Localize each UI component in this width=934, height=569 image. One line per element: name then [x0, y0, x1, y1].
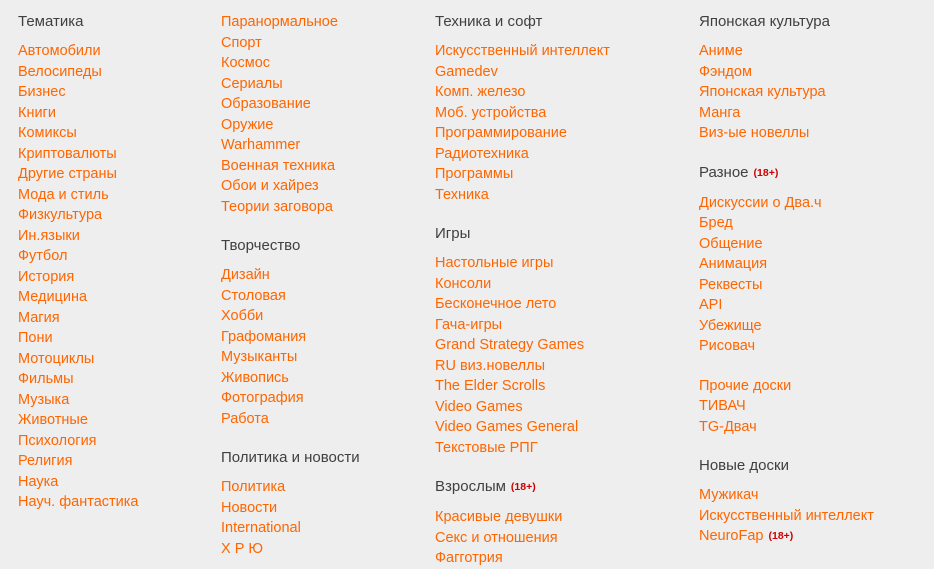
board-link-item — [18, 62, 221, 83]
board-link[interactable]: Животные — [18, 412, 88, 428]
board-link[interactable]: Секс и отношения — [435, 529, 558, 546]
board-category — [18, 12, 221, 513]
board-link-item — [18, 431, 221, 452]
board-link-item — [435, 274, 699, 295]
board-category — [221, 12, 435, 217]
board-link-item — [699, 316, 934, 337]
board-link[interactable]: Фильмы — [18, 371, 74, 387]
board-link[interactable]: Настольные игры — [435, 255, 554, 271]
board-link-item — [699, 295, 934, 316]
board-link[interactable]: Мужикач — [699, 487, 759, 503]
category-title-text: Творчество — [221, 237, 301, 254]
board-link[interactable]: Программы — [435, 166, 514, 182]
board-link-list — [699, 193, 934, 357]
board-link-item — [699, 417, 934, 438]
board-link[interactable]: API — [699, 297, 723, 313]
board-link-item — [221, 12, 435, 33]
board-link-item — [221, 368, 435, 389]
board-link-item — [699, 123, 934, 144]
board-link-item — [221, 539, 435, 560]
board-link-item — [699, 82, 934, 103]
board-link[interactable]: Искусственный интеллект — [435, 43, 610, 59]
board-link-item — [18, 123, 221, 144]
board-link-item — [435, 253, 699, 274]
board-link[interactable]: Автомобили — [18, 43, 101, 59]
board-link[interactable]: Науч. фантастика — [18, 494, 139, 510]
board-link-item — [699, 213, 934, 234]
board-link[interactable]: Криптовалюты — [18, 145, 117, 162]
board-link-item — [699, 485, 934, 506]
board-link-item — [221, 197, 435, 218]
board-category — [435, 477, 699, 569]
board-link[interactable]: Прочие доски — [699, 377, 792, 394]
board-link[interactable]: Video Games — [435, 398, 523, 415]
board-link-item — [435, 548, 699, 569]
board-link-item — [435, 507, 699, 528]
board-link[interactable]: Warhammer — [221, 137, 301, 153]
board-link[interactable]: Другие страны — [18, 166, 117, 182]
board-link-item — [221, 306, 435, 327]
board-link-item — [435, 417, 699, 438]
board-link[interactable]: International — [221, 520, 301, 536]
board-link-item — [18, 349, 221, 370]
board-link-list — [221, 265, 435, 429]
board-link-item — [435, 82, 699, 103]
category-title-text: Взрослым — [435, 478, 506, 495]
board-link-item — [699, 41, 934, 62]
board-link[interactable]: Х Р Ю — [221, 540, 264, 557]
board-link-item — [699, 526, 934, 548]
board-link[interactable]: Работа — [221, 410, 269, 427]
board-category — [699, 163, 934, 357]
category-title-text: Игры — [435, 225, 471, 242]
board-link[interactable]: Теории заговора — [221, 198, 333, 215]
board-link[interactable]: ТИВАЧ — [699, 398, 746, 414]
board-link[interactable]: Рисовач — [699, 338, 756, 354]
board-link-item — [435, 376, 699, 397]
board-link-item — [435, 294, 699, 315]
board-category — [221, 236, 435, 429]
board-link[interactable]: Grand Strategy Games — [435, 337, 585, 353]
board-link[interactable]: RU виз.новеллы — [435, 357, 545, 374]
board-link[interactable]: Аниме — [699, 43, 743, 59]
board-link[interactable]: Магия — [18, 309, 60, 326]
board-link[interactable]: Дискуссии о Два.ч — [699, 194, 822, 211]
board-link[interactable]: Комп. железо — [435, 84, 526, 100]
board-link[interactable]: Фагготрия — [435, 550, 503, 566]
board-link-item — [221, 74, 435, 95]
board-link-item — [435, 315, 699, 336]
board-link-item — [221, 176, 435, 197]
board-link-list — [699, 376, 934, 438]
board-link[interactable]: Книги — [18, 104, 56, 121]
board-link[interactable]: Политика — [221, 479, 286, 495]
board-link[interactable]: Японская культура — [699, 84, 826, 100]
board-link[interactable]: Дизайн — [221, 267, 270, 283]
board-link-item — [435, 164, 699, 185]
board-link-item — [18, 287, 221, 308]
board-link-item — [221, 265, 435, 286]
board-link[interactable]: Велосипеды — [18, 63, 102, 80]
board-link[interactable]: Живопись — [221, 369, 289, 386]
board-link-item — [221, 327, 435, 348]
board-link[interactable]: Футбол — [18, 248, 68, 264]
board-link[interactable]: Консоли — [435, 275, 492, 292]
category-title-text: Новые доски — [699, 457, 789, 474]
board-link-item — [435, 438, 699, 459]
board-link[interactable]: Хобби — [221, 308, 264, 324]
board-category — [699, 376, 934, 438]
category-title — [435, 12, 699, 32]
board-link-item — [18, 328, 221, 349]
adult-badge: (18+) — [510, 481, 536, 493]
board-link-item — [435, 62, 699, 83]
board-link-item — [18, 267, 221, 288]
board-link-item — [699, 275, 934, 296]
adult-badge: (18+) — [753, 166, 779, 179]
board-link-item — [18, 246, 221, 267]
board-link[interactable]: Общение — [699, 235, 763, 252]
board-link[interactable]: Новости — [221, 499, 278, 516]
board-link[interactable]: Моб. устройства — [435, 104, 547, 121]
board-link-item — [221, 33, 435, 54]
board-column — [699, 12, 934, 548]
board-link[interactable]: Пони — [18, 330, 53, 346]
board-link[interactable]: Бред — [699, 215, 733, 231]
board-link[interactable]: Музыканты — [221, 349, 298, 365]
category-title — [699, 163, 934, 184]
board-link[interactable]: Наука — [18, 473, 59, 490]
board-link-item — [435, 41, 699, 62]
board-link-item — [221, 94, 435, 115]
board-link-item — [18, 451, 221, 472]
board-link[interactable]: Красивые девушки — [435, 509, 563, 525]
board-link[interactable]: Столовая — [221, 287, 286, 304]
category-title-text: Тематика — [18, 13, 84, 30]
board-category — [435, 12, 699, 205]
board-link-item — [18, 144, 221, 165]
board-link-list — [221, 12, 435, 217]
board-link-list — [221, 477, 435, 559]
board-link[interactable]: Гача-игры — [435, 316, 503, 333]
board-link-item — [18, 410, 221, 431]
category-title — [699, 12, 934, 32]
category-title — [221, 236, 435, 256]
board-link-item — [221, 347, 435, 368]
board-link-list — [435, 507, 699, 569]
category-title — [18, 12, 221, 32]
board-link-item — [18, 41, 221, 62]
board-link-item — [18, 205, 221, 226]
category-title — [221, 448, 435, 468]
category-title — [435, 224, 699, 244]
board-link[interactable]: Образование — [221, 96, 311, 112]
adult-badge: (18+) — [768, 530, 794, 542]
board-link-list — [18, 41, 221, 513]
board-link-item — [18, 103, 221, 124]
board-link[interactable]: Комиксы — [18, 125, 77, 141]
board-link-item — [699, 396, 934, 417]
board-link[interactable]: Обои и хайрез — [221, 178, 319, 194]
board-link-item — [699, 254, 934, 275]
board-link-item — [435, 185, 699, 206]
board-link-item — [435, 397, 699, 418]
board-link-item — [18, 369, 221, 390]
board-link[interactable]: Фотография — [221, 390, 304, 406]
board-link[interactable]: Бесконечное лето — [435, 296, 557, 312]
board-link-item — [435, 528, 699, 549]
board-link[interactable]: Ин.языки — [18, 227, 80, 244]
category-title — [435, 477, 699, 498]
board-link[interactable]: Музыка — [18, 391, 70, 408]
board-link[interactable]: Программирование — [435, 125, 567, 141]
board-link-item — [221, 115, 435, 136]
board-category — [221, 448, 435, 559]
board-link[interactable]: Техника — [435, 186, 489, 203]
board-link[interactable]: Спорт — [221, 34, 262, 51]
board-link-item — [699, 234, 934, 255]
board-link-item — [221, 156, 435, 177]
board-link[interactable]: Анимация — [699, 256, 768, 272]
board-link[interactable]: Манга — [699, 104, 741, 121]
board-link-item — [221, 477, 435, 498]
board-category — [699, 12, 934, 144]
board-link[interactable]: Фэндом — [699, 63, 752, 80]
board-link-list — [435, 253, 699, 458]
board-link[interactable]: NeuroFap — [699, 528, 764, 544]
board-column — [18, 12, 221, 513]
board-link[interactable]: История — [18, 268, 75, 285]
board-link-item — [435, 356, 699, 377]
board-link[interactable]: Физкультура — [18, 207, 103, 223]
board-link[interactable]: Сериалы — [221, 75, 283, 92]
board-column — [221, 12, 435, 559]
board-link-item — [699, 193, 934, 214]
board-link-item — [221, 53, 435, 74]
board-link-item — [221, 388, 435, 409]
board-link-list — [699, 41, 934, 144]
board-link-item — [18, 472, 221, 493]
category-title — [699, 456, 934, 476]
board-link-item — [18, 226, 221, 247]
board-link[interactable]: Медицина — [18, 289, 88, 305]
board-link-list — [699, 485, 934, 548]
board-link[interactable]: Оружие — [221, 116, 274, 133]
category-title-text: Разное — [699, 163, 749, 181]
board-link[interactable]: Бизнес — [18, 84, 66, 100]
board-category — [435, 224, 699, 458]
board-link[interactable]: Виз-ые новеллы — [699, 125, 810, 141]
board-link[interactable]: Реквесты — [699, 276, 763, 293]
board-link-item — [699, 103, 934, 124]
board-link[interactable]: Искусственный интеллект — [699, 507, 874, 524]
board-link[interactable]: Gamedev — [435, 63, 498, 80]
board-link-item — [221, 286, 435, 307]
board-link[interactable]: Текстовые РПГ — [435, 439, 538, 456]
board-link-item — [221, 135, 435, 156]
board-link-item — [18, 185, 221, 206]
board-link[interactable]: TG-Двач — [699, 418, 757, 435]
board-link-item — [18, 82, 221, 103]
board-link[interactable]: Космос — [221, 55, 271, 71]
board-link[interactable]: Радиотехника — [435, 145, 529, 162]
board-link[interactable]: The Elder Scrolls — [435, 378, 546, 394]
board-link[interactable]: Убежище — [699, 317, 762, 334]
board-link[interactable]: Психология — [18, 432, 97, 449]
board-link-item — [221, 409, 435, 430]
board-link-item — [18, 164, 221, 185]
board-link-item — [435, 103, 699, 124]
category-title-text: Японская культура — [699, 13, 830, 30]
board-link[interactable]: Военная техника — [221, 157, 336, 174]
board-link-item — [435, 144, 699, 165]
board-link[interactable]: Паранормальное — [221, 14, 338, 30]
board-link-item — [435, 123, 699, 144]
board-link-item — [435, 335, 699, 356]
board-link-item — [18, 308, 221, 329]
board-link-item — [221, 498, 435, 519]
board-link[interactable]: Религия — [18, 453, 73, 469]
board-link-list — [435, 41, 699, 205]
board-link[interactable]: Мода и стиль — [18, 186, 109, 203]
board-link-item — [221, 518, 435, 539]
board-category — [699, 456, 934, 548]
board-link-item — [699, 62, 934, 83]
board-link[interactable]: Video Games General — [435, 419, 579, 435]
board-link-item — [699, 336, 934, 357]
board-link-item — [18, 390, 221, 411]
board-link-item — [699, 376, 934, 397]
board-link[interactable]: Графомания — [221, 328, 307, 345]
category-title-text: Политика и новости — [221, 449, 360, 466]
board-link-item — [18, 492, 221, 513]
board-column — [435, 12, 699, 569]
board-link-item — [699, 506, 934, 527]
board-link[interactable]: Мотоциклы — [18, 350, 95, 367]
category-title-text: Техника и софт — [435, 13, 543, 30]
